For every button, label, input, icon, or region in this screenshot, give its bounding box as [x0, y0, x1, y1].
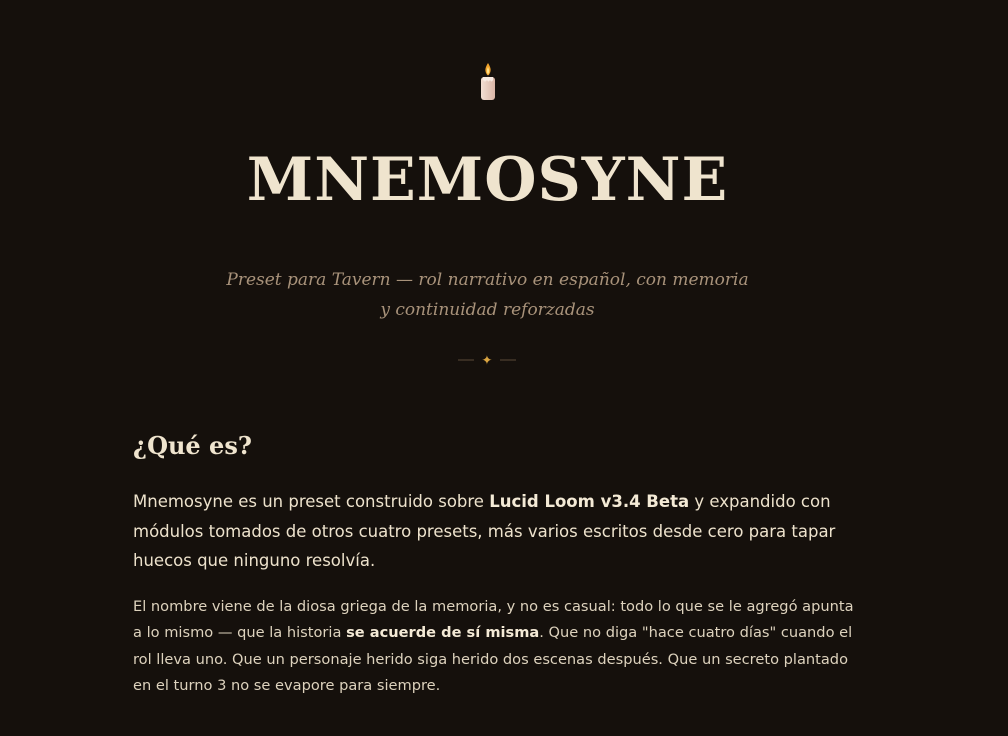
- body-highlight: se acuerde de sí misma: [346, 624, 540, 641]
- intro-text-2: y expandido con módulos tomados de otros cuatro presets, más varios escritos desde cero para tapar huecos que ninguno resolvía.: [133, 492, 836, 570]
- intro-paragraph: [133, 487, 855, 576]
- intro-highlight: Lucid Loom v3.4 Beta: [489, 492, 690, 511]
- subtitle-line-2: y continuidad reforzadas: [380, 300, 595, 320]
- section-heading: ¿Qué es?: [133, 431, 252, 460]
- page-title: MNEMOSYNE: [246, 145, 729, 215]
- body-text-1: El nombre viene de la diosa griega de la memoria, y no es casual: todo lo que se le agregó apunta a lo mismo — que la historia: [133, 597, 854, 641]
- subtitle-line-1: Preset para Tavern — rol narrativo en español, con memoria: [226, 270, 749, 290]
- body-text-2: . Que no diga "hace cuatro días" cuando el rol lleva uno. Que un personaje herido siga herido dos escenas después. Que un secreto plantado en el turno 3 no se evapore para siempre.: [133, 624, 853, 694]
- page-subtitle: [0, 265, 975, 325]
- intro-text-1: Mnemosyne es un preset construido sobre: [133, 492, 490, 511]
- body-paragraph: [133, 594, 855, 700]
- candle-icon: [478, 62, 498, 102]
- ornament-divider: [457, 352, 517, 368]
- sparkle-icon: ✦: [481, 353, 493, 368]
- about-section: [133, 425, 855, 700]
